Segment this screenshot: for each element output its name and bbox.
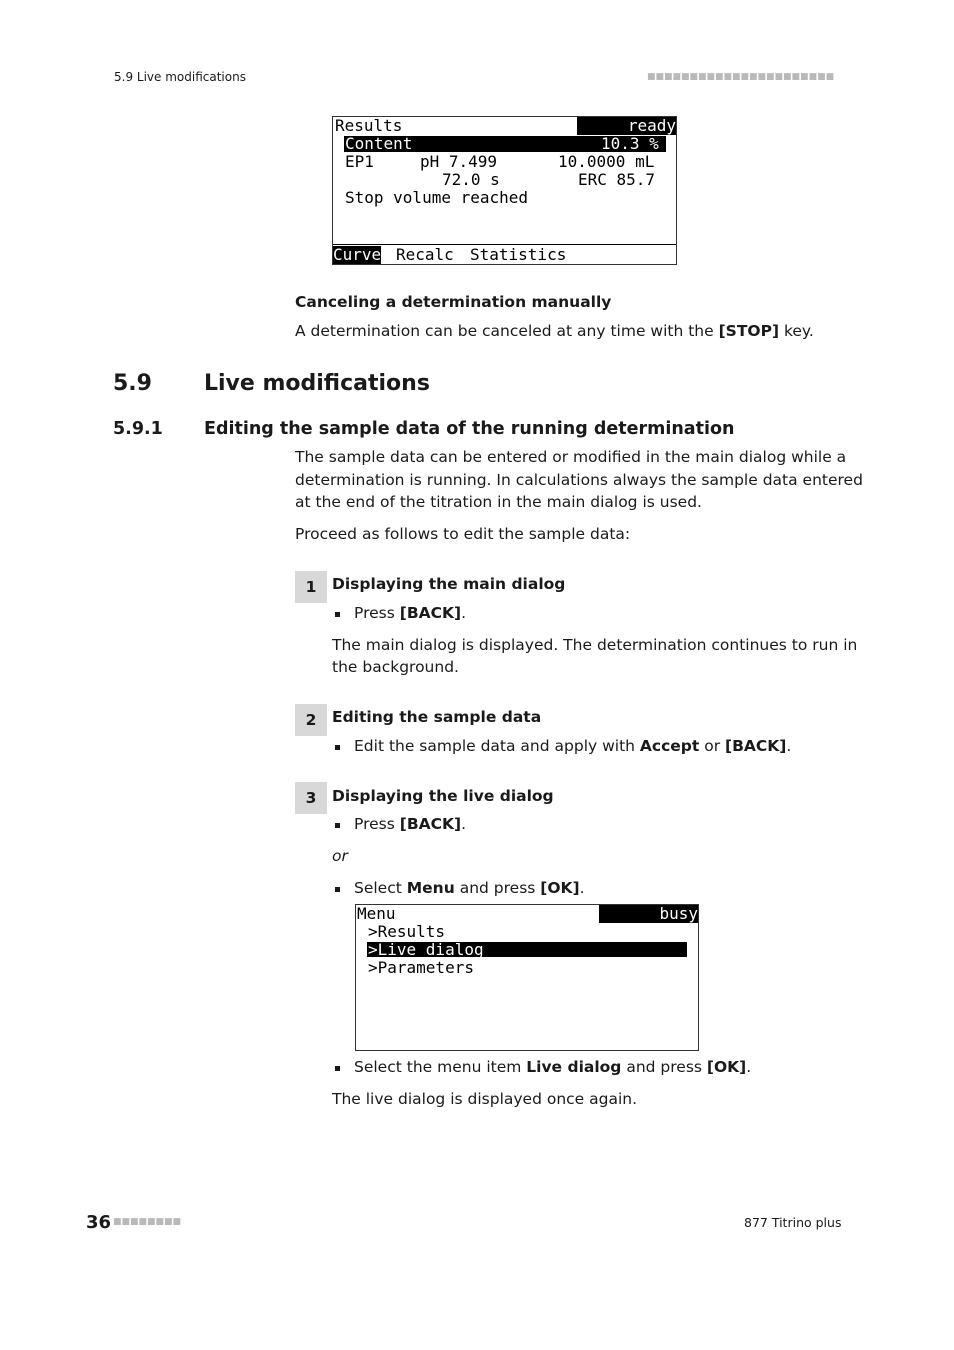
menu-screen-title: Menu (357, 904, 396, 923)
step3-bullet2-mid: and press (454, 879, 541, 897)
back-key: [BACK] (399, 604, 462, 622)
step3-bullet2-post: . (579, 879, 585, 897)
cancel-heading: Canceling a determination manually (295, 293, 612, 311)
bullet-marker (335, 612, 340, 617)
menu-screen-status: busy (599, 905, 698, 923)
menu-item-parameters[interactable]: >Parameters (368, 958, 474, 977)
screen-status: ready (577, 117, 676, 135)
ep-erc: ERC 85.7 (578, 170, 656, 189)
or-text: or (332, 847, 348, 865)
subsection-title: Editing the sample data of the running determination (204, 419, 735, 439)
product-name: 877 Titrino plus (744, 1215, 842, 1230)
step1-bullet-post: . (461, 604, 467, 622)
accept-label: Accept (639, 737, 700, 755)
softkey-statistics[interactable]: Statistics (470, 245, 567, 264)
step3-bullet3-post: . (746, 1058, 752, 1076)
back-key: [BACK] (725, 737, 787, 755)
step1-bullet (354, 602, 466, 625)
bullet-marker (335, 823, 340, 828)
bullet-marker (335, 1066, 340, 1071)
step3-bullet-1 (354, 813, 466, 836)
step3-result: The live dialog is displayed once again. (332, 1090, 638, 1108)
ok-key: [OK] (540, 879, 580, 897)
step3-bullet3-mid: and press (621, 1058, 707, 1076)
page-number: 36 (86, 1212, 112, 1233)
footer-dots: ■■■■■■■■ (113, 1217, 182, 1227)
ep-ph: pH 7.499 (420, 152, 498, 171)
softkey-curve[interactable]: Curve (333, 245, 382, 264)
intro-line-2: determination is running. In calculations always the sample data entered (295, 471, 863, 489)
back-key: [BACK] (399, 815, 462, 833)
step1-result-line-2: the background. (332, 658, 459, 676)
live-dialog-label: Live dialog (526, 1058, 622, 1076)
stop-message: Stop volume reached (345, 188, 529, 207)
step3-bullet-2 (354, 877, 585, 900)
step2-bullet-pre: Edit the sample data and apply with (354, 737, 640, 755)
ep-volume: 10.0000 mL (558, 152, 655, 171)
intro-line-1: The sample data can be entered or modified in the main dialog while a (295, 448, 847, 466)
step3-bullet3-pre: Select the menu item (354, 1058, 527, 1076)
step3-bullet-3 (354, 1056, 751, 1079)
results-screen (332, 116, 677, 265)
header-dots: ■■■■■■■■■■■■■■■■■■■■■■ (647, 72, 835, 82)
cancel-text-before: A determination can be canceled at any time with the (295, 322, 719, 340)
ok-key: [OK] (706, 1058, 747, 1076)
proceed-text: Proceed as follows to edit the sample data: (295, 525, 631, 543)
step3-bullet1-post: . (461, 815, 467, 833)
step-title-2: Editing the sample data (332, 708, 542, 726)
ep-time: 72.0 s (442, 170, 500, 189)
stop-key: [STOP] (718, 322, 780, 340)
step1-result-line-1: The main dialog is displayed. The determination continues to run in (332, 636, 858, 654)
step3-bullet2-pre: Select (354, 879, 407, 897)
ep-label: EP1 (345, 152, 374, 171)
cancel-text (295, 320, 814, 343)
menu-screen (355, 904, 699, 1051)
menu-label: Menu (406, 879, 455, 897)
step-number-3: 3 (295, 782, 327, 814)
running-header-section: 5.9 Live modifications (114, 70, 246, 84)
intro-line-3: at the end of the titration in the main dialog is used. (295, 493, 702, 511)
step-number-1: 1 (295, 571, 327, 603)
step-title-1: Displaying the main dialog (332, 575, 566, 593)
content-value: 10.3 % (601, 134, 659, 153)
step-number-2: 2 (295, 704, 327, 736)
section-title: Live modifications (204, 371, 430, 396)
menu-item-results[interactable]: >Results (368, 922, 446, 941)
cancel-text-after: key. (779, 322, 814, 340)
step2-bullet-post: . (786, 737, 792, 755)
step2-bullet-mid: or (699, 737, 726, 755)
bullet-marker (335, 745, 340, 750)
menu-item-live-dialog[interactable]: >Live dialog (368, 940, 484, 959)
softkey-recalc[interactable]: Recalc (396, 245, 454, 264)
bullet-marker (335, 887, 340, 892)
step2-bullet (354, 735, 791, 758)
content-label: Content (345, 134, 413, 153)
step3-bullet1-pre: Press (354, 815, 400, 833)
subsection-number: 5.9.1 (113, 419, 163, 439)
screen-title: Results (335, 116, 403, 135)
step1-bullet-pre: Press (354, 604, 400, 622)
section-number: 5.9 (113, 371, 152, 396)
step-title-3: Displaying the live dialog (332, 787, 554, 805)
